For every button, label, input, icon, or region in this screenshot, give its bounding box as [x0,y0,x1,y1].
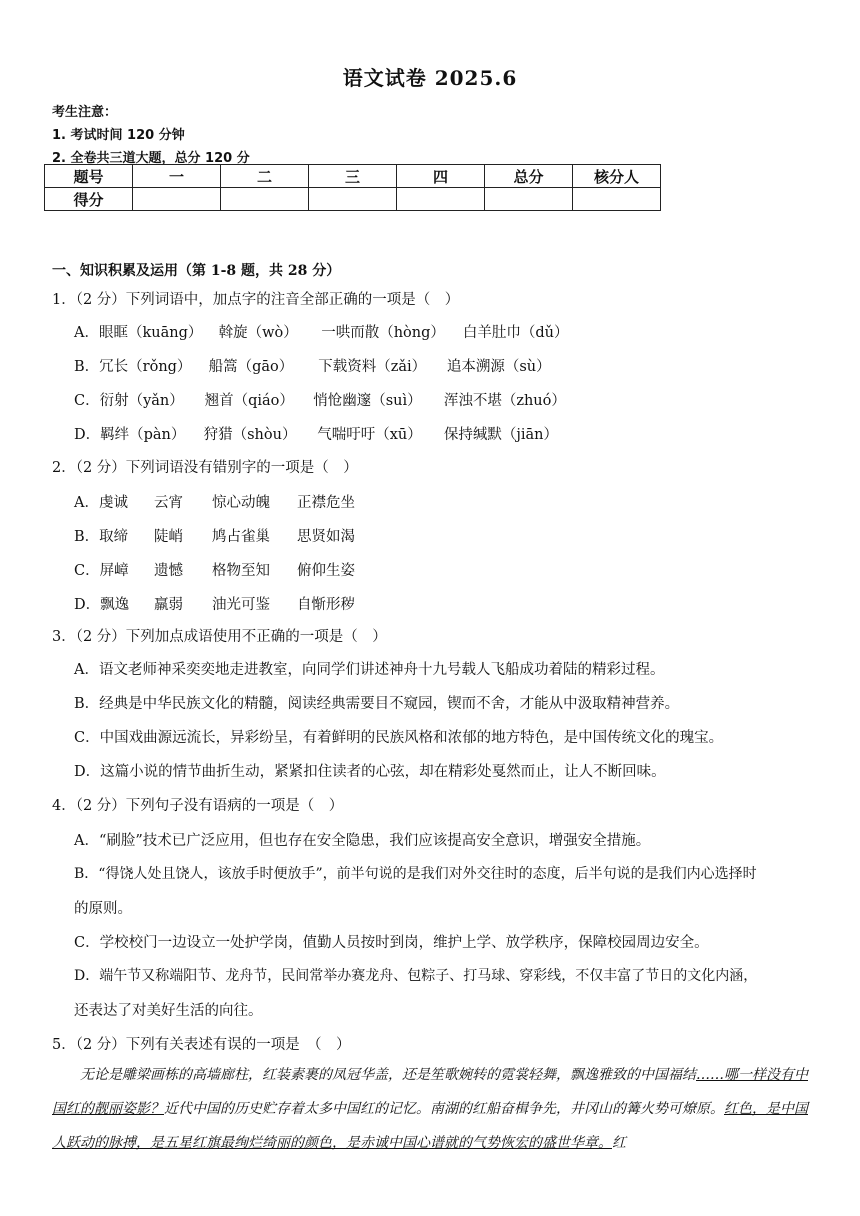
option-word: 鸠占雀巢 [212,529,270,545]
option-word: 下载资料（zǎi） [318,359,427,375]
option-word: 思贤如渴 [297,529,355,545]
option-word: 正襟危坐 [297,495,355,511]
section-heading: 一、知识积累及运用（第 1-8 题，共 28 分） [52,263,341,279]
score-header-cell: 一 [133,165,221,188]
option-row [74,559,355,580]
option-sentence: A．“刷脸”技术已广泛应用，但也存在安全隐患，我们应该提高安全意识，增强安全措施。 [74,833,651,849]
option-word: 浑浊不堪（zhuó） [443,393,566,409]
option-sentence: C．学校校门一边设立一处护学岗，值勤人员按时到岗，维护上学、放学秩序，保障校园周边安全。 [74,935,709,951]
option-word: 羸弱 [154,597,183,613]
notice-item: 1. 考试时间 120 分钟 [52,128,185,143]
option-word: 云宵 [154,495,183,511]
option-word: 遗憾 [154,563,183,579]
option-word: 一哄而散（hòng） [321,325,445,341]
option-row [74,593,355,614]
score-input-cell[interactable] [485,188,573,211]
score-header-cell: 题号 [45,165,133,188]
option-word: 斡旋（wò） [218,325,298,341]
option-sentence: D．这篇小说的情节曲折生动，紧紧扣住读者的心弦，却在精彩处戛然而止，让人不断回味。 [74,764,666,780]
option-word: 俯仰生姿 [297,563,355,579]
option-word: D．羁绊（pàn） [74,427,186,443]
option-row [74,423,558,444]
notice-heading: 考生注意： [52,105,118,120]
score-header-cell: 总分 [485,165,573,188]
score-table [44,164,661,211]
score-row-label: 得分 [45,188,133,211]
question-stem: 1．（2 分）下列词语中，加点字的注音全部正确的一项是（ ） [52,292,460,308]
question-stem: 5．（2 分）下列有关表述有误的一项是 （ ） [52,1037,351,1053]
option-word: 保持缄默（jiān） [443,427,558,443]
option-row [74,355,551,376]
option-word: 油光可鉴 [212,597,270,613]
option-sentence-cont: 还表达了对美好生活的向往。 [74,1003,263,1019]
option-sentence: D．端午节又称端阳节、龙舟节，民间常举办赛龙舟、包粽子、打马球、穿彩线，不仅丰富了节日的文化内涵， [74,968,758,984]
option-word: C．屏嶂 [74,563,129,579]
option-word: C．衍射（yǎn） [74,393,184,409]
option-word: 悄怆幽邃（suì） [313,393,422,409]
score-table-header-row [45,165,661,188]
option-word: 气喘吁吁（xū） [317,427,422,443]
question-stem: 4．（2 分）下列句子没有语病的一项是（ ） [52,798,344,814]
question-stem: 3．（2 分）下列加点成语使用不正确的一项是（ ） [52,629,387,645]
option-word: A．眼眶（kuāng） [74,325,203,341]
option-sentence: B．“得饶人处且饶人，该放手时便放手”，前半句说的是我们对外交往时的态度，后半句说的是我们内心选择时 [74,866,757,882]
score-input-cell[interactable] [221,188,309,211]
option-word: B．冗长（rǒng） [74,359,192,375]
score-header-cell: 核分人 [573,165,661,188]
option-row [74,389,566,410]
passage-text: 近代中国的历史贮存着太多中国红的记忆。南湖的红船奋楫争先，井冈山的篝火势可燎原。 [164,1101,724,1117]
option-word: 白羊肚巾（dǔ） [462,325,569,341]
option-word: B．取缔 [74,529,129,545]
score-input-cell[interactable] [133,188,221,211]
passage-underlined: 红色，是中国人跃动的脉搏，是五星红旗最绚烂绮丽的颜色，是赤诚中国心谱就的气势恢宏的盛世华章。 [52,1101,808,1151]
score-header-cell: 三 [309,165,397,188]
option-word: 翘首（qiáo） [204,393,294,409]
notice-item: 2. 全卷共三道大题，总分 120 分 [52,151,250,166]
option-word: 追本溯源（sù） [446,359,551,375]
score-input-cell[interactable] [309,188,397,211]
passage-text: 红 [612,1135,626,1151]
option-word: 自惭形秽 [297,597,355,613]
option-row [74,321,568,342]
score-input-cell[interactable] [397,188,485,211]
option-sentence: A．语文老师神采奕奕地走进教室，向同学们讲述神舟十九号载人飞船成功着陆的精彩过程。 [74,662,665,678]
option-sentence: C．中国戏曲源远流长，异彩纷呈，有着鲜明的民族风格和浓郁的地方特色，是中国传统文化的瑰宝。 [74,730,724,746]
score-header-cell: 二 [221,165,309,188]
question-stem: 2．（2 分）下列词语没有错别字的一项是（ ） [52,460,358,476]
score-header-cell: 四 [397,165,485,188]
option-sentence: B．经典是中华民族文化的精髓，阅读经典需要目不窥园，锲而不舍，才能从中汲取精神营养。 [74,696,680,712]
option-word: D．飘逸 [74,597,130,613]
passage-underlined: ……哪一样没有中国红的靓丽姿影？ [52,1067,808,1117]
option-row [74,525,355,546]
reading-passage [52,1058,808,1160]
page-title: 语文试卷 2025.6 [342,66,518,90]
option-word: 狩猎（shòu） [203,427,297,443]
option-row [74,491,355,512]
option-word: 惊心动魄 [212,495,270,511]
option-sentence-cont: 的原则。 [74,901,132,917]
option-word: 格物至知 [212,563,270,579]
option-word: 陡峭 [154,529,183,545]
option-word: A．虔诚 [74,495,128,511]
score-input-cell[interactable] [573,188,661,211]
option-word: 船篙（gāo） [208,359,294,375]
score-table-row [45,188,661,211]
passage-text: 无论是雕梁画栋的高墙廊柱，红装素裹的凤冠华盖，还是笙歌婉转的霓裳轻舞，飘逸雅致的中国福结 [80,1067,696,1083]
